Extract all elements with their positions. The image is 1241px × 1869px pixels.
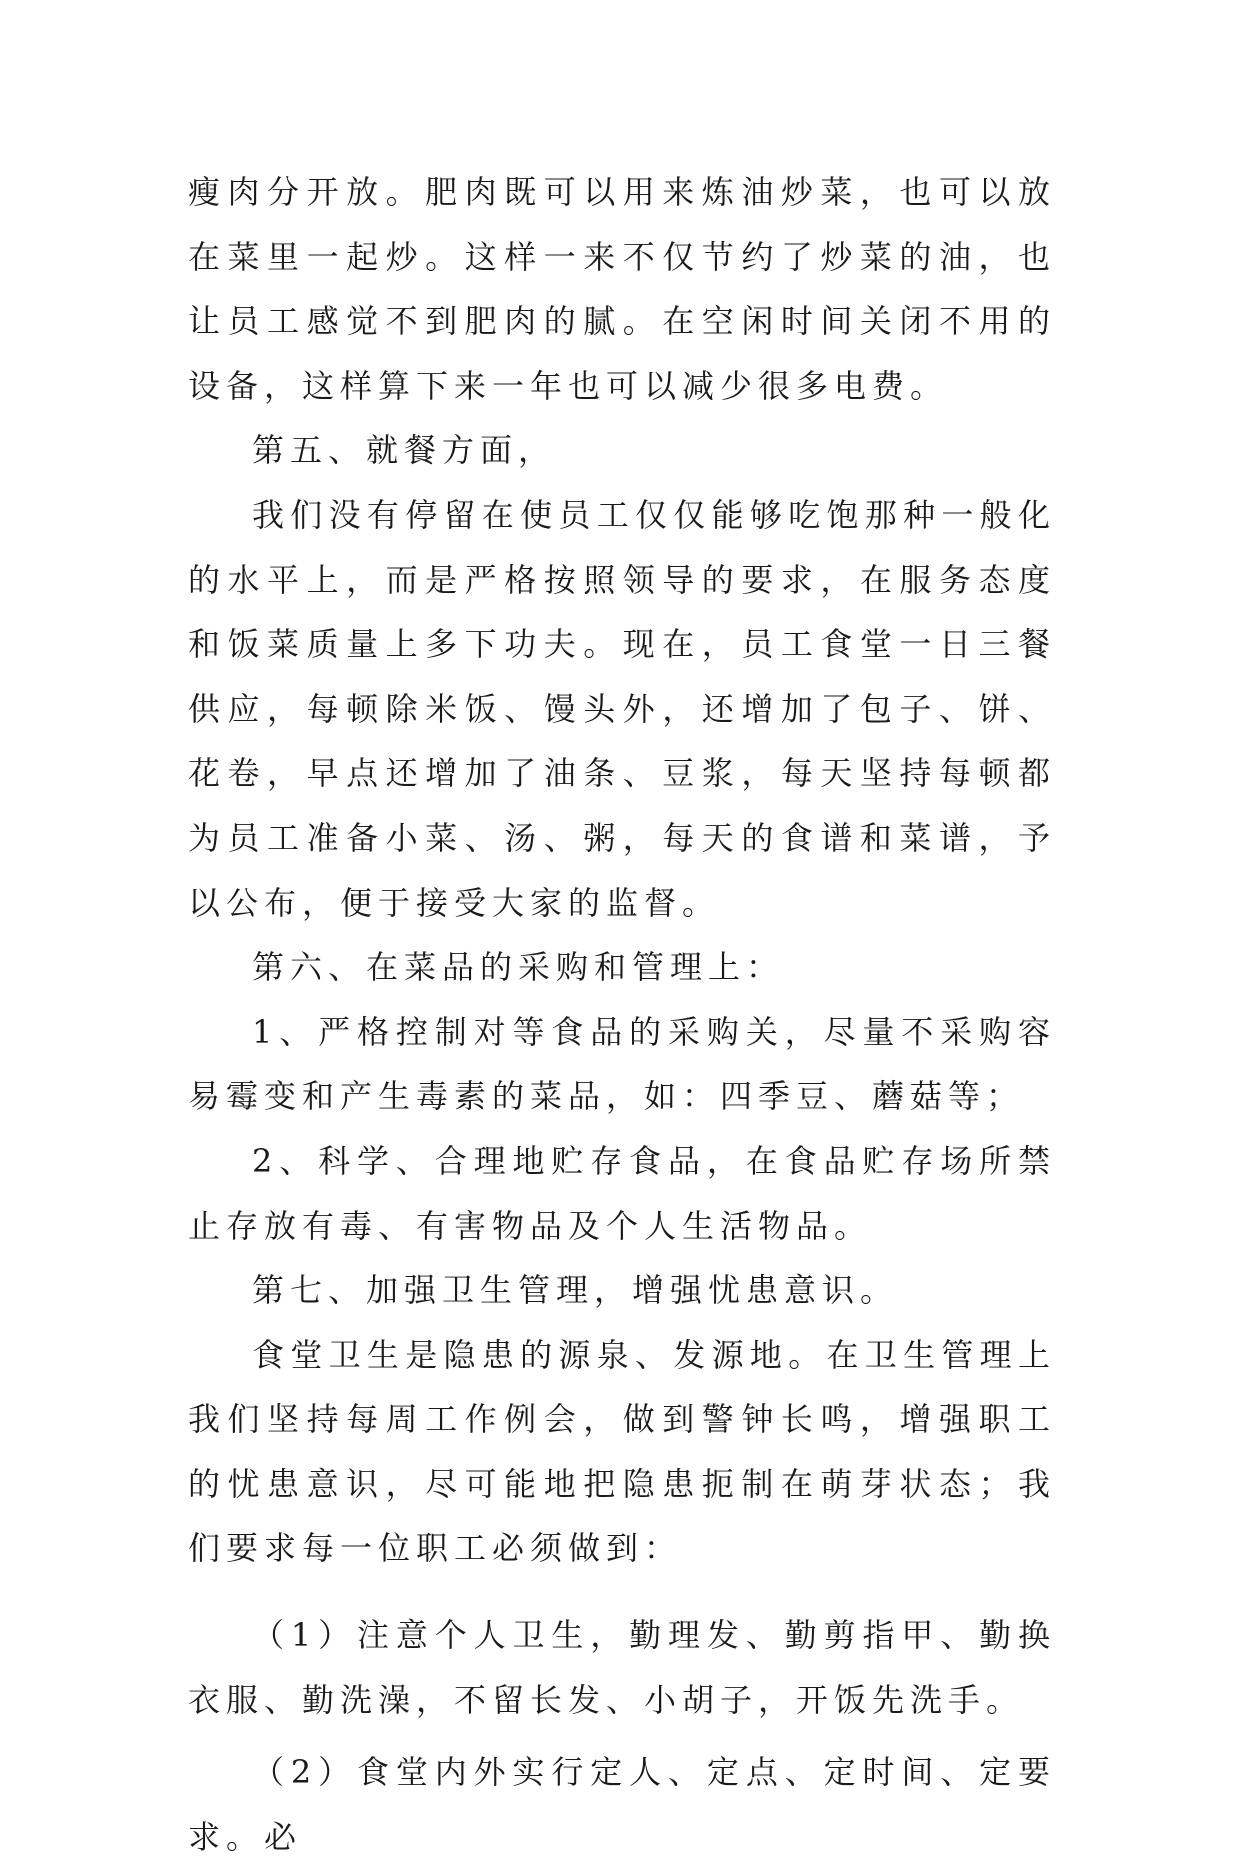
section-heading-7: 第七、加强卫生管理，增强忧患意识。 [252,1271,899,1310]
paragraph: 我们没有停留在使员工仅仅能够吃饱那种一般化的水平上，而是严格按照领导的要求，在服务态度和饭菜质量上多下功夫。现在，员工食堂一日三餐供应，每顿除米饭、馒头外，还增加了包子、饼、花卷，早点还增加了油条、豆浆，每天坚持每顿都为员工准备小菜、汤、粥，每天的食谱和菜谱，予以公布，便于接受大家的监督。 [188,495,1056,922]
section-heading-6: 第六、在菜品的采购和管理上： [252,948,785,987]
list-item-2: 2、科学、合理地贮存食品，在食品贮存场所禁止存放有毒、有害物品及个人生活物品。 [188,1141,1056,1245]
paragraph-continued: 瘦肉分开放。肥肉既可以用来炼油炒菜，也可以放在菜里一起炒。这样一来不仅节约了炒菜的油，也让员工感觉不到肥肉的腻。在空闲时间关闭不用的设备，这样算下来一年也可以减少很多电费。 [188,173,1056,405]
section-heading-5: 第五、就餐方面， [252,431,557,470]
document-body [188,160,1056,1869]
list-item-1: 1、严格控制对等食品的采购关，尽量不采购容易霉变和产生毒素的菜品，如：四季豆、蘑菇等； [188,1012,1056,1116]
paragraph: 食堂卫生是隐患的源泉、发源地。在卫生管理上我们坚持每周工作例会，做到警钟长鸣，增强职工的忧患意识，尽可能地把隐患扼制在萌芽状态；我们要求每一位职工必须做到： [188,1335,1056,1568]
list-item-paren-1: （1）注意个人卫生，勤理发、勤剪指甲、勤换衣服、勤洗澡，不留长发、小胡子，开饭先洗手。 [188,1616,1056,1719]
list-item-paren-2: （2）食堂内外实行定人、定点、定时间、定要求。必 [188,1753,1056,1856]
